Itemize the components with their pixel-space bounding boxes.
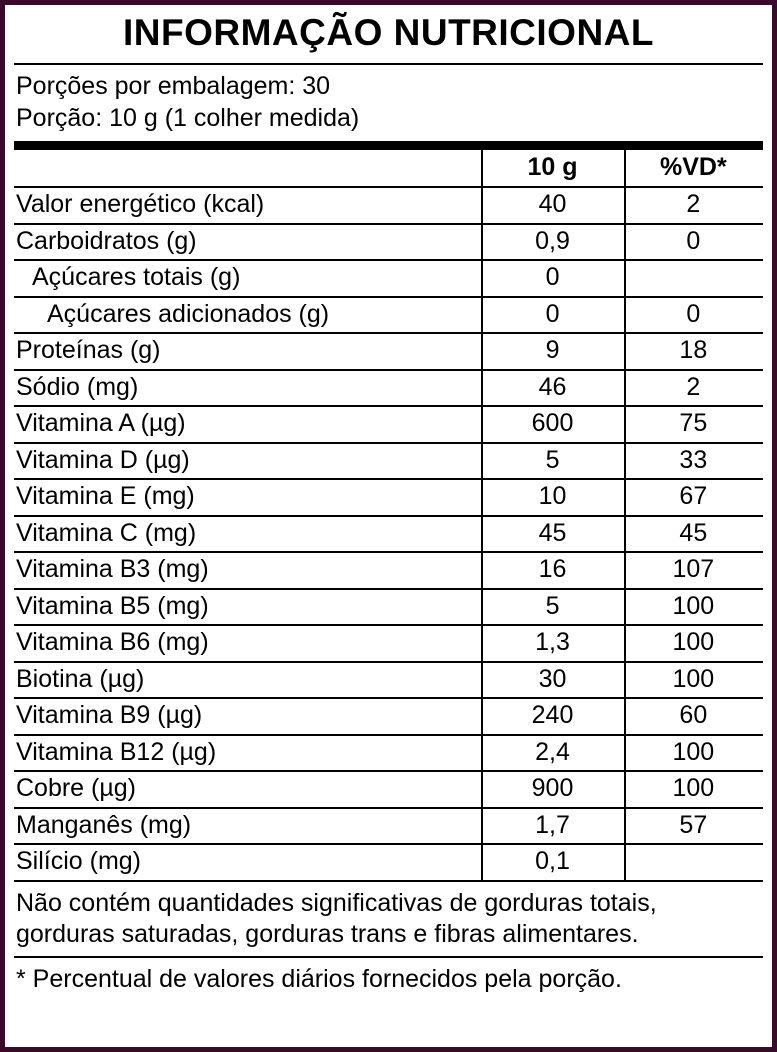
table-row <box>14 516 763 553</box>
nutrient-amount: 1,7 <box>481 808 623 845</box>
footnote-line-2: gorduras saturadas, gorduras trans e fibras alimentares. <box>16 919 639 948</box>
footnote <box>14 882 763 950</box>
nutrient-dv: 75 <box>624 406 763 443</box>
nutrient-name: Vitamina B5 (mg) <box>14 589 481 626</box>
nutrient-dv: 60 <box>624 698 763 735</box>
servings-per-package: Porções por embalagem: 30 <box>16 71 331 100</box>
nutrient-dv: 100 <box>624 771 763 808</box>
nutrient-name: Vitamina D (µg) <box>14 443 481 480</box>
table-row <box>14 662 763 699</box>
nutrient-name: Manganês (mg) <box>14 808 481 845</box>
table-body <box>14 187 763 880</box>
nutrient-name: Vitamina B9 (µg) <box>14 698 481 735</box>
nutrient-dv: 33 <box>624 443 763 480</box>
table-row <box>14 224 763 261</box>
nutrient-amount: 40 <box>481 187 623 224</box>
table-header <box>14 150 763 188</box>
label-inner <box>14 8 763 1044</box>
table-row <box>14 443 763 480</box>
nutrient-name: Vitamina C (mg) <box>14 516 481 553</box>
divider-thick <box>14 141 763 150</box>
nutrient-amount: 2,4 <box>481 735 623 772</box>
nutrient-dv: 57 <box>624 808 763 845</box>
table-row <box>14 552 763 589</box>
footnote-line-1: Não contém quantidades significativas de gorduras totais, <box>16 888 657 917</box>
nutrient-amount: 46 <box>481 370 623 407</box>
nutrient-amount: 30 <box>481 662 623 699</box>
nutrient-dv: 107 <box>624 552 763 589</box>
table-row <box>14 406 763 443</box>
nutrient-dv: 18 <box>624 333 763 370</box>
header-amount: 10 g <box>527 152 578 181</box>
serving-size: Porção: 10 g (1 colher medida) <box>16 103 360 132</box>
nutrient-name: Açúcares adicionados (g) <box>14 297 481 334</box>
table-row <box>14 297 763 334</box>
table-row <box>14 370 763 407</box>
nutrient-name: Vitamina E (mg) <box>14 479 481 516</box>
header-dv: %VD* <box>659 152 727 181</box>
nutrient-amount: 16 <box>481 552 623 589</box>
nutrition-table-zone <box>14 150 763 880</box>
table-row <box>14 808 763 845</box>
nutrient-dv: 100 <box>624 662 763 699</box>
nutrient-amount: 5 <box>481 589 623 626</box>
table-header-row <box>14 150 763 188</box>
nutrient-dv: 67 <box>624 479 763 516</box>
nutrient-name: Vitamina B12 (µg) <box>14 735 481 772</box>
table-row <box>14 625 763 662</box>
nutrient-amount: 0 <box>481 260 623 297</box>
nutrient-amount: 5 <box>481 443 623 480</box>
nutrient-amount: 1,3 <box>481 625 623 662</box>
nutrient-dv: 2 <box>624 370 763 407</box>
table-row <box>14 771 763 808</box>
table-row <box>14 844 763 880</box>
nutrient-name: Carboidratos (g) <box>14 224 481 261</box>
nutrient-dv: 100 <box>624 625 763 662</box>
nutrient-name: Silício (mg) <box>14 844 481 880</box>
nutrient-name: Sódio (mg) <box>14 370 481 407</box>
nutrient-dv: 100 <box>624 589 763 626</box>
table-row <box>14 333 763 370</box>
table-row <box>14 589 763 626</box>
nutrient-amount: 0,1 <box>481 844 623 880</box>
nutrient-amount: 0,9 <box>481 224 623 261</box>
table-row <box>14 260 763 297</box>
nutrient-name: Vitamina B6 (mg) <box>14 625 481 662</box>
nutrient-dv: 0 <box>624 224 763 261</box>
nutrient-amount: 9 <box>481 333 623 370</box>
nutrient-name: Proteínas (g) <box>14 333 481 370</box>
table-row <box>14 187 763 224</box>
table-row <box>14 479 763 516</box>
dv-note: * Percentual de valores diários fornecidos pela porção. <box>16 964 622 993</box>
nutrient-amount: 10 <box>481 479 623 516</box>
nutrient-name: Vitamina A (µg) <box>14 406 481 443</box>
nutrient-dv <box>624 844 763 880</box>
nutrient-name: Açúcares totais (g) <box>14 260 481 297</box>
page-title: INFORMAÇÃO NUTRICIONAL <box>122 12 654 53</box>
table-row <box>14 698 763 735</box>
nutrient-amount: 240 <box>481 698 623 735</box>
nutrient-name: Valor energético (kcal) <box>14 187 481 224</box>
table-row <box>14 735 763 772</box>
column-divider-2 <box>624 150 626 880</box>
nutrient-dv: 0 <box>624 297 763 334</box>
nutrient-dv: 2 <box>624 187 763 224</box>
nutrition-table <box>14 150 763 880</box>
nutrient-dv: 45 <box>624 516 763 553</box>
nutrient-name: Vitamina B3 (mg) <box>14 552 481 589</box>
serving-info <box>14 65 763 141</box>
nutrient-amount: 0 <box>481 297 623 334</box>
nutrient-name: Biotina (µg) <box>14 662 481 699</box>
nutrient-name: Cobre (µg) <box>14 771 481 808</box>
nutrient-dv <box>624 260 763 297</box>
nutrient-dv: 100 <box>624 735 763 772</box>
nutrient-amount: 900 <box>481 771 623 808</box>
nutrient-amount: 600 <box>481 406 623 443</box>
nutrient-amount: 45 <box>481 516 623 553</box>
column-divider-1 <box>481 150 483 880</box>
header-nutrient <box>14 150 481 188</box>
